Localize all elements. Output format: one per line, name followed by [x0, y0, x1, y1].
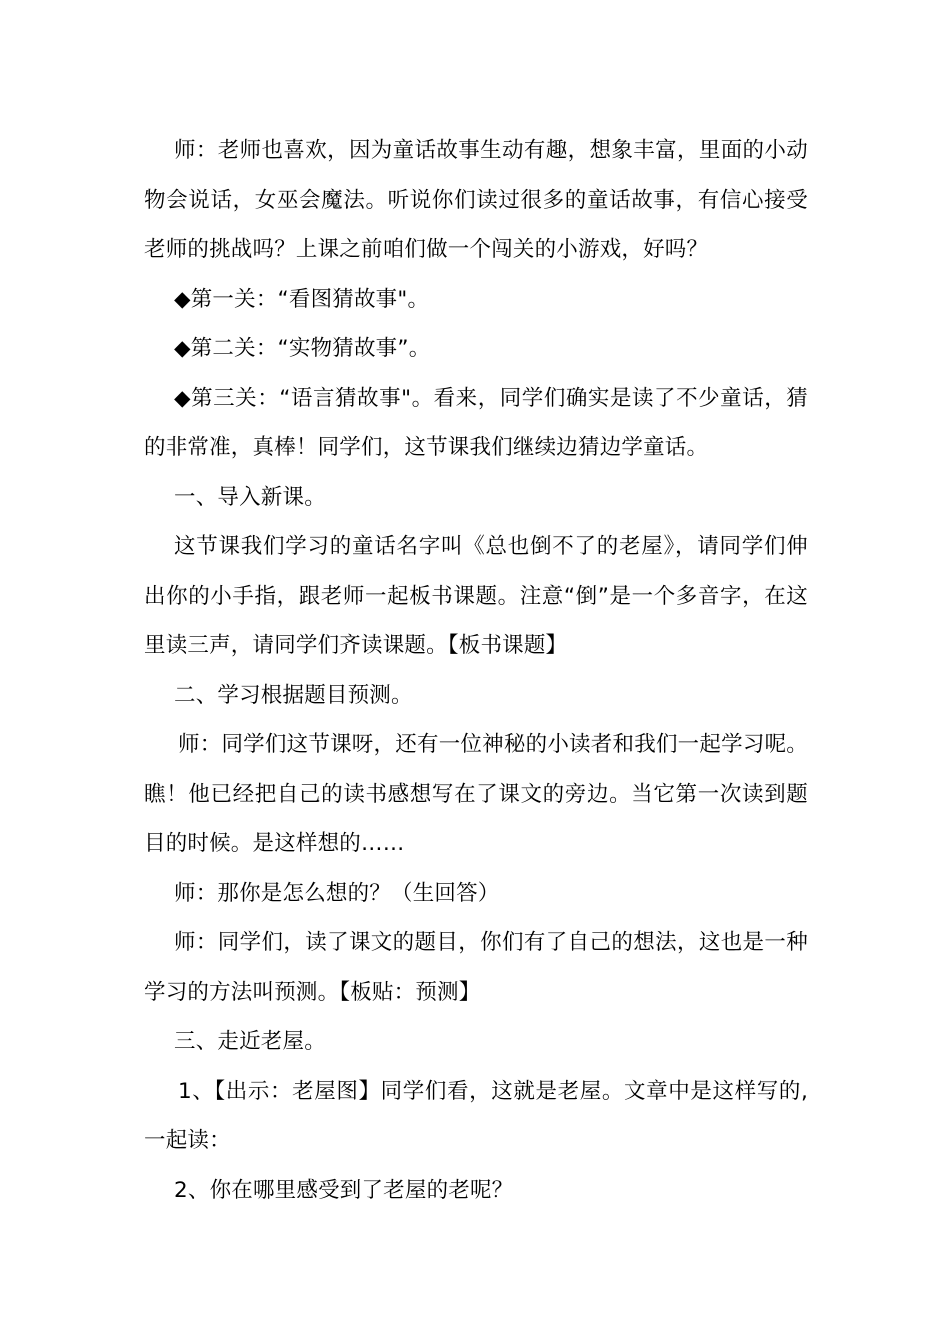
heading-section-two: 二、学习根据题目预测。 — [174, 682, 413, 708]
paragraph-lesson-title: 这节课我们学习的童话名字叫《总也倒不了的老屋》，请同学们伸出你的小手指，跟老师一起板书课题。注意“倒”是一个多音字，在这里读三声，请同学们齐读课题。【板书课题】 — [144, 534, 808, 658]
paragraph-level-one: ◆第一关：“看图猜故事"。 — [174, 286, 430, 312]
paragraph-show-old-house: 1、【出示：老屋图】同学们看，这就是老屋。文章中是这样写的,一起读： — [144, 1078, 808, 1153]
heading-section-three: 三、走近老屋。 — [174, 1029, 326, 1054]
paragraph-teacher-intro: 师：老师也喜欢，因为童话故事生动有趣，想象丰富，里面的小动物会说话，女巫会魔法。听说你们读过很多的童话故事，有信心接受老师的挑战吗？上课之前咱们做一个闯关的小游戏，好吗？ — [144, 138, 808, 262]
paragraph-level-two: ◆第二关：“实物猜故事”。 — [174, 336, 431, 361]
paragraph-level-three: ◆第三关：“语言猜故事"。看来，同学们确实是读了不少童话，猜的非常准，真棒！同学们，这节课我们继续边猜边学童话。 — [144, 385, 808, 460]
paragraph-teacher-question: 师：那你是怎么想的？（生回答） — [174, 880, 500, 906]
paragraph-prediction-method: 师：同学们，读了课文的题目，你们有了自己的想法，这也是一种学习的方法叫预测。【板贴：预测】 — [144, 930, 808, 1005]
document-body — [144, 126, 808, 1215]
heading-section-one: 一、导入新课。 — [174, 484, 326, 510]
paragraph-mystery-reader: 师：同学们这节课呀，还有一位神秘的小读者和我们一起学习呢。瞧！他已经把自己的读书感想写在了课文的旁边。当它第一次读到题目的时候。是这样想的…… — [144, 732, 808, 856]
paragraph-old-house-question: 2、你在哪里感受到了老屋的老呢？ — [174, 1177, 514, 1203]
